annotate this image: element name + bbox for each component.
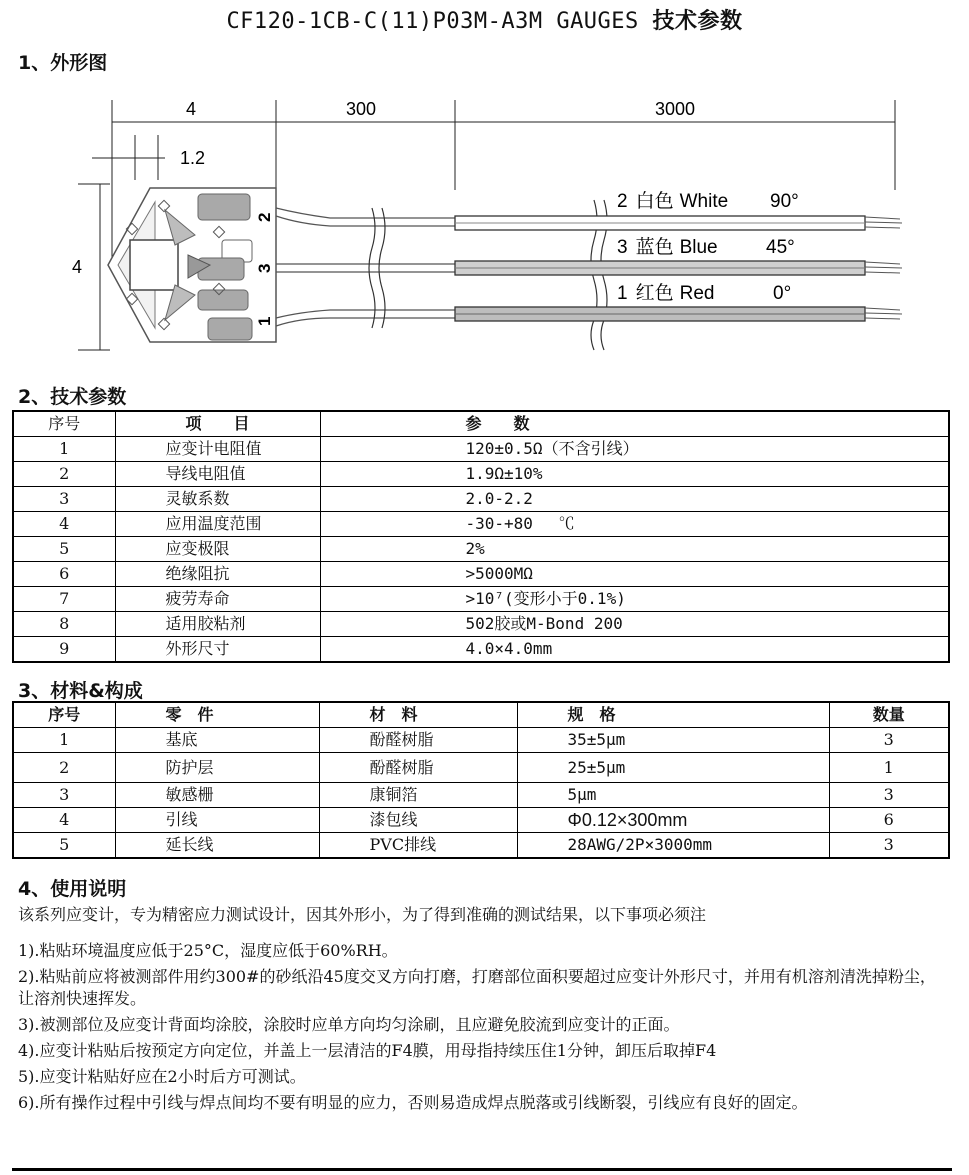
cell-index: 3 (13, 783, 115, 808)
instruction-item: 4).应变计粘贴后按预定方向定位，并盖上一层清洁的F4膜，用母指持续压住1分钟，卸压后取掉F4 (18, 1041, 717, 1060)
cell-param: >5000MΩ (320, 562, 949, 587)
cell-part: 延长线 (115, 833, 319, 859)
cable-blue (455, 261, 902, 275)
cell-spec: Φ0.12×300mm (517, 808, 829, 833)
section-heading-instructions: 4、使用说明 (18, 878, 127, 900)
cell-item: 绝缘阻抗 (115, 562, 320, 587)
cell-spec: 25±5μm (517, 753, 829, 783)
cell-material: PVC排线 (319, 833, 517, 859)
cable-red (455, 307, 902, 321)
dim-side: 4 (72, 257, 83, 277)
table-row (13, 612, 949, 637)
col-header-param: 参 数 (320, 411, 949, 437)
cell-param: >10⁷(变形小于0.1%) (320, 587, 949, 612)
cell-item: 适用胶粘剂 (115, 612, 320, 637)
cell-item: 导线电阻值 (115, 462, 320, 487)
cell-index: 3 (13, 487, 115, 512)
col-header-part: 零 件 (115, 702, 319, 728)
cell-qty: 3 (829, 783, 949, 808)
pad-label-3: 3 (255, 263, 274, 273)
cell-spec: 35±5μm (517, 728, 829, 753)
cell-param: 1.9Ω±10% (320, 462, 949, 487)
title-cn: 技术参数 (652, 9, 743, 34)
table-row (13, 637, 949, 663)
wire-label-red: 1 红色 Red 0° (617, 283, 792, 304)
table-row (13, 808, 949, 833)
spec-table (12, 410, 950, 663)
cell-material: 酚醛树脂 (319, 728, 517, 753)
title-code: CF120-1CB-C(11)P03M-A3M GAUGES (226, 9, 639, 34)
cell-item: 疲劳寿命 (115, 587, 320, 612)
cell-index: 7 (13, 587, 115, 612)
cell-index: 5 (13, 833, 115, 859)
table-row (13, 512, 949, 537)
cell-material: 酚醛树脂 (319, 753, 517, 783)
cell-index: 1 (13, 437, 115, 462)
cell-param: 4.0×4.0mm (320, 637, 949, 663)
table-row (13, 487, 949, 512)
table-row (13, 587, 949, 612)
spec-table-header (13, 411, 949, 437)
cell-spec: 28AWG/2P×3000mm (517, 833, 829, 859)
table-row (13, 833, 949, 859)
col-header-item: 项 目 (115, 411, 320, 437)
instruction-item: 6).所有操作过程中引线与焊点间均不要有明显的应力，否则易造成焊点脱落或引线断裂，引线应有良好的固定。 (18, 1093, 808, 1112)
instructions-intro: 该系列应变计，专为精密应力测试设计，因其外形小，为了得到准确的测试结果，以下事项必须注 (18, 905, 707, 924)
table-row (13, 728, 949, 753)
col-header-spec: 规 格 (517, 702, 829, 728)
cell-index: 6 (13, 562, 115, 587)
cell-item: 外形尺寸 (115, 637, 320, 663)
gauge-body (108, 188, 276, 342)
col-header-qty: 数量 (829, 702, 949, 728)
cell-qty: 3 (829, 728, 949, 753)
cell-index: 4 (13, 512, 115, 537)
instruction-item: 3).被测部位及应变计背面均涂胶，涂胶时应单方向均匀涂刷，且应避免胶流到应变计的正面。 (18, 1015, 680, 1034)
wire-label-blue: 3 蓝色 Blue 45° (617, 237, 795, 258)
cell-item: 应用温度范围 (115, 512, 320, 537)
col-header-material: 材 料 (319, 702, 517, 728)
table-row (13, 437, 949, 462)
col-header-index: 序号 (13, 411, 115, 437)
material-table-header (13, 702, 949, 728)
instruction-item: 2).粘贴前应将被测部件用约300#的砂纸沿45度交叉方向打磨，打磨部位面积要超过应变计外形尺寸，并用有机溶剂清洗掉粉尘，让溶剂快速挥发。 (18, 967, 936, 1008)
section-heading-specs: 2、技术参数 (18, 386, 127, 408)
cell-part: 防护层 (115, 753, 319, 783)
cell-param: -30-+80 ℃ (320, 512, 949, 537)
cell-material: 康铜箔 (319, 783, 517, 808)
table-row (13, 562, 949, 587)
cell-index: 5 (13, 537, 115, 562)
wire-label-white: 2 白色 White 90° (617, 191, 799, 212)
cell-index: 2 (13, 753, 115, 783)
cell-index: 8 (13, 612, 115, 637)
cell-part: 基底 (115, 728, 319, 753)
section-heading-outline: 1、外形图 (18, 52, 108, 74)
dim-small: 1.2 (180, 148, 206, 168)
instruction-item: 1).粘贴环境温度应低于25°C，湿度应低于60%RH。 (18, 941, 398, 960)
col-header-index: 序号 (13, 702, 115, 728)
instructions (18, 904, 948, 1118)
table-row (13, 537, 949, 562)
cell-qty: 3 (829, 833, 949, 859)
cell-index: 9 (13, 637, 115, 663)
table-row (13, 462, 949, 487)
dim-top-3000: 3000 (655, 99, 696, 119)
instruction-item: 5).应变计粘贴好应在2小时后方可测试。 (18, 1067, 306, 1086)
bottom-rule (12, 1168, 952, 1171)
cell-part: 引线 (115, 808, 319, 833)
dim-top-300: 300 (346, 99, 377, 119)
cell-item: 应变极限 (115, 537, 320, 562)
table-row (13, 783, 949, 808)
cell-param: 2.0-2.2 (320, 487, 949, 512)
section-heading-materials: 3、材料&构成 (18, 680, 143, 702)
table-row (13, 753, 949, 783)
cell-index: 4 (13, 808, 115, 833)
cell-param: 2% (320, 537, 949, 562)
cell-item: 灵敏系数 (115, 487, 320, 512)
pad-label-1: 1 (255, 316, 274, 326)
cell-qty: 1 (829, 753, 949, 783)
material-table (12, 701, 950, 859)
page-title (0, 4, 969, 35)
cell-param: 120±0.5Ω（不含引线） (320, 437, 949, 462)
cell-index: 1 (13, 728, 115, 753)
pad-label-2: 2 (255, 212, 274, 222)
cell-qty: 6 (829, 808, 949, 833)
cell-param: 502胶或M-Bond 200 (320, 612, 949, 637)
dim-top-4: 4 (186, 99, 197, 119)
cell-material: 漆包线 (319, 808, 517, 833)
cell-part: 敏感栅 (115, 783, 319, 808)
cable-white (455, 216, 902, 230)
cell-spec: 5μm (517, 783, 829, 808)
cell-item: 应变计电阻值 (115, 437, 320, 462)
cell-index: 2 (13, 462, 115, 487)
outline-drawing (0, 80, 969, 380)
